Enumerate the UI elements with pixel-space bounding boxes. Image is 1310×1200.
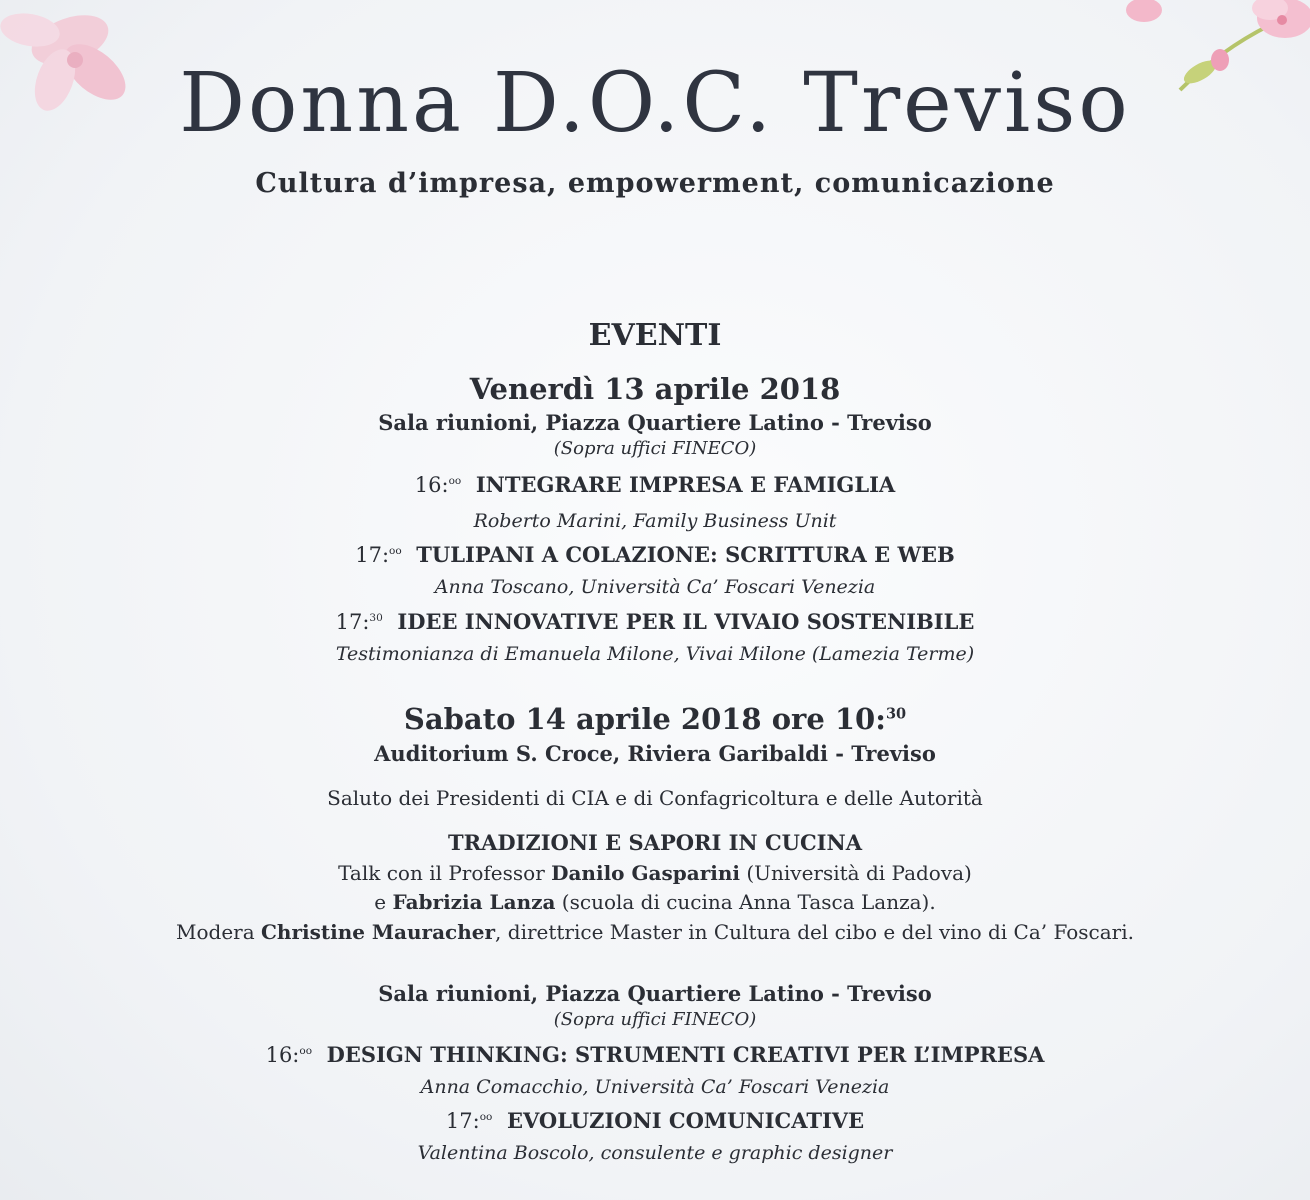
talk-title: INTEGRARE IMPRESA E FAMIGLIA <box>475 472 896 497</box>
talk-time: 17:$^{oo}$ <box>355 543 402 567</box>
talk-title: EVOLUZIONI COMUNICATIVE <box>506 1108 865 1133</box>
talk-time: 17:$^{30}$ <box>335 610 383 634</box>
page-subtitle: Cultura d’impresa, empowerment, comunicazione <box>255 168 1055 199</box>
saturday-date: Sabato 14 aprile 2018 ore 10:$^{30}$ <box>403 702 907 736</box>
talk-speaker: Valentina Boscolo, consulente e graphic designer <box>417 1142 893 1164</box>
talk-description-line: Modera Christine Mauracher, direttrice Master in Cultura del cibo e del vino di Ca’ Foscari. <box>176 920 1134 944</box>
talk-speaker: Anna Comacchio, Università Ca’ Foscari Venezia <box>420 1076 890 1098</box>
talk-description-line: Talk con il Professor Danilo Gasparini (Università di Padova) <box>338 861 972 885</box>
talk-title-line <box>0 609 1310 634</box>
saturday-venue: Auditorium S. Croce, Riviera Garibaldi - Treviso <box>374 741 936 766</box>
page-title: Donna D.O.C. Treviso <box>179 56 1131 151</box>
talk-title: TRADIZIONI E SAPORI IN CUCINA <box>447 830 862 855</box>
talk-title: IDEE INNOVATIVE PER IL VIVAIO SOSTENIBILE <box>397 609 975 634</box>
saturday-venue-2: Sala riunioni, Piazza Quartiere Latino - Treviso <box>378 981 932 1006</box>
talk-title: DESIGN THINKING: STRUMENTI CREATIVI PER L’IMPRESA <box>326 1042 1045 1067</box>
talk-speaker: Roberto Marini, Family Business Unit <box>473 510 837 532</box>
friday-venue-note: (Sopra uffici FINECO) <box>553 438 757 459</box>
greeting-text: Saluto dei Presidenti di CIA e di Confagricoltura e delle Autorità <box>327 786 983 810</box>
section-heading: EVENTI <box>588 318 722 353</box>
talk-speaker: Testimonianza di Emanuela Milone, Vivai Milone (Lamezia Terme) <box>335 643 975 665</box>
talk-title-line <box>0 1108 1310 1133</box>
talk-time: 17:$^{oo}$ <box>445 1109 493 1133</box>
talk-time: 16:$^{oo}$ <box>265 1043 313 1067</box>
friday-date: Venerdì 13 aprile 2018 <box>469 372 841 406</box>
friday-venue: Sala riunioni, Piazza Quartiere Latino - Treviso <box>378 410 932 435</box>
talk-title: TULIPANI A COLAZIONE: SCRITTURA E WEB <box>416 542 955 567</box>
talk-title-line <box>0 542 1310 567</box>
talk-title-line <box>0 472 1310 497</box>
talk-time: 16:$^{oo}$ <box>414 473 462 497</box>
saturday-venue-2-note: (Sopra uffici FINECO) <box>553 1009 757 1030</box>
talk-title-line <box>0 1042 1310 1067</box>
talk-description-line: e Fabrizia Lanza (scuola di cucina Anna Tasca Lanza). <box>374 890 936 914</box>
talk-speaker: Anna Toscano, Università Ca’ Foscari Venezia <box>434 576 876 598</box>
